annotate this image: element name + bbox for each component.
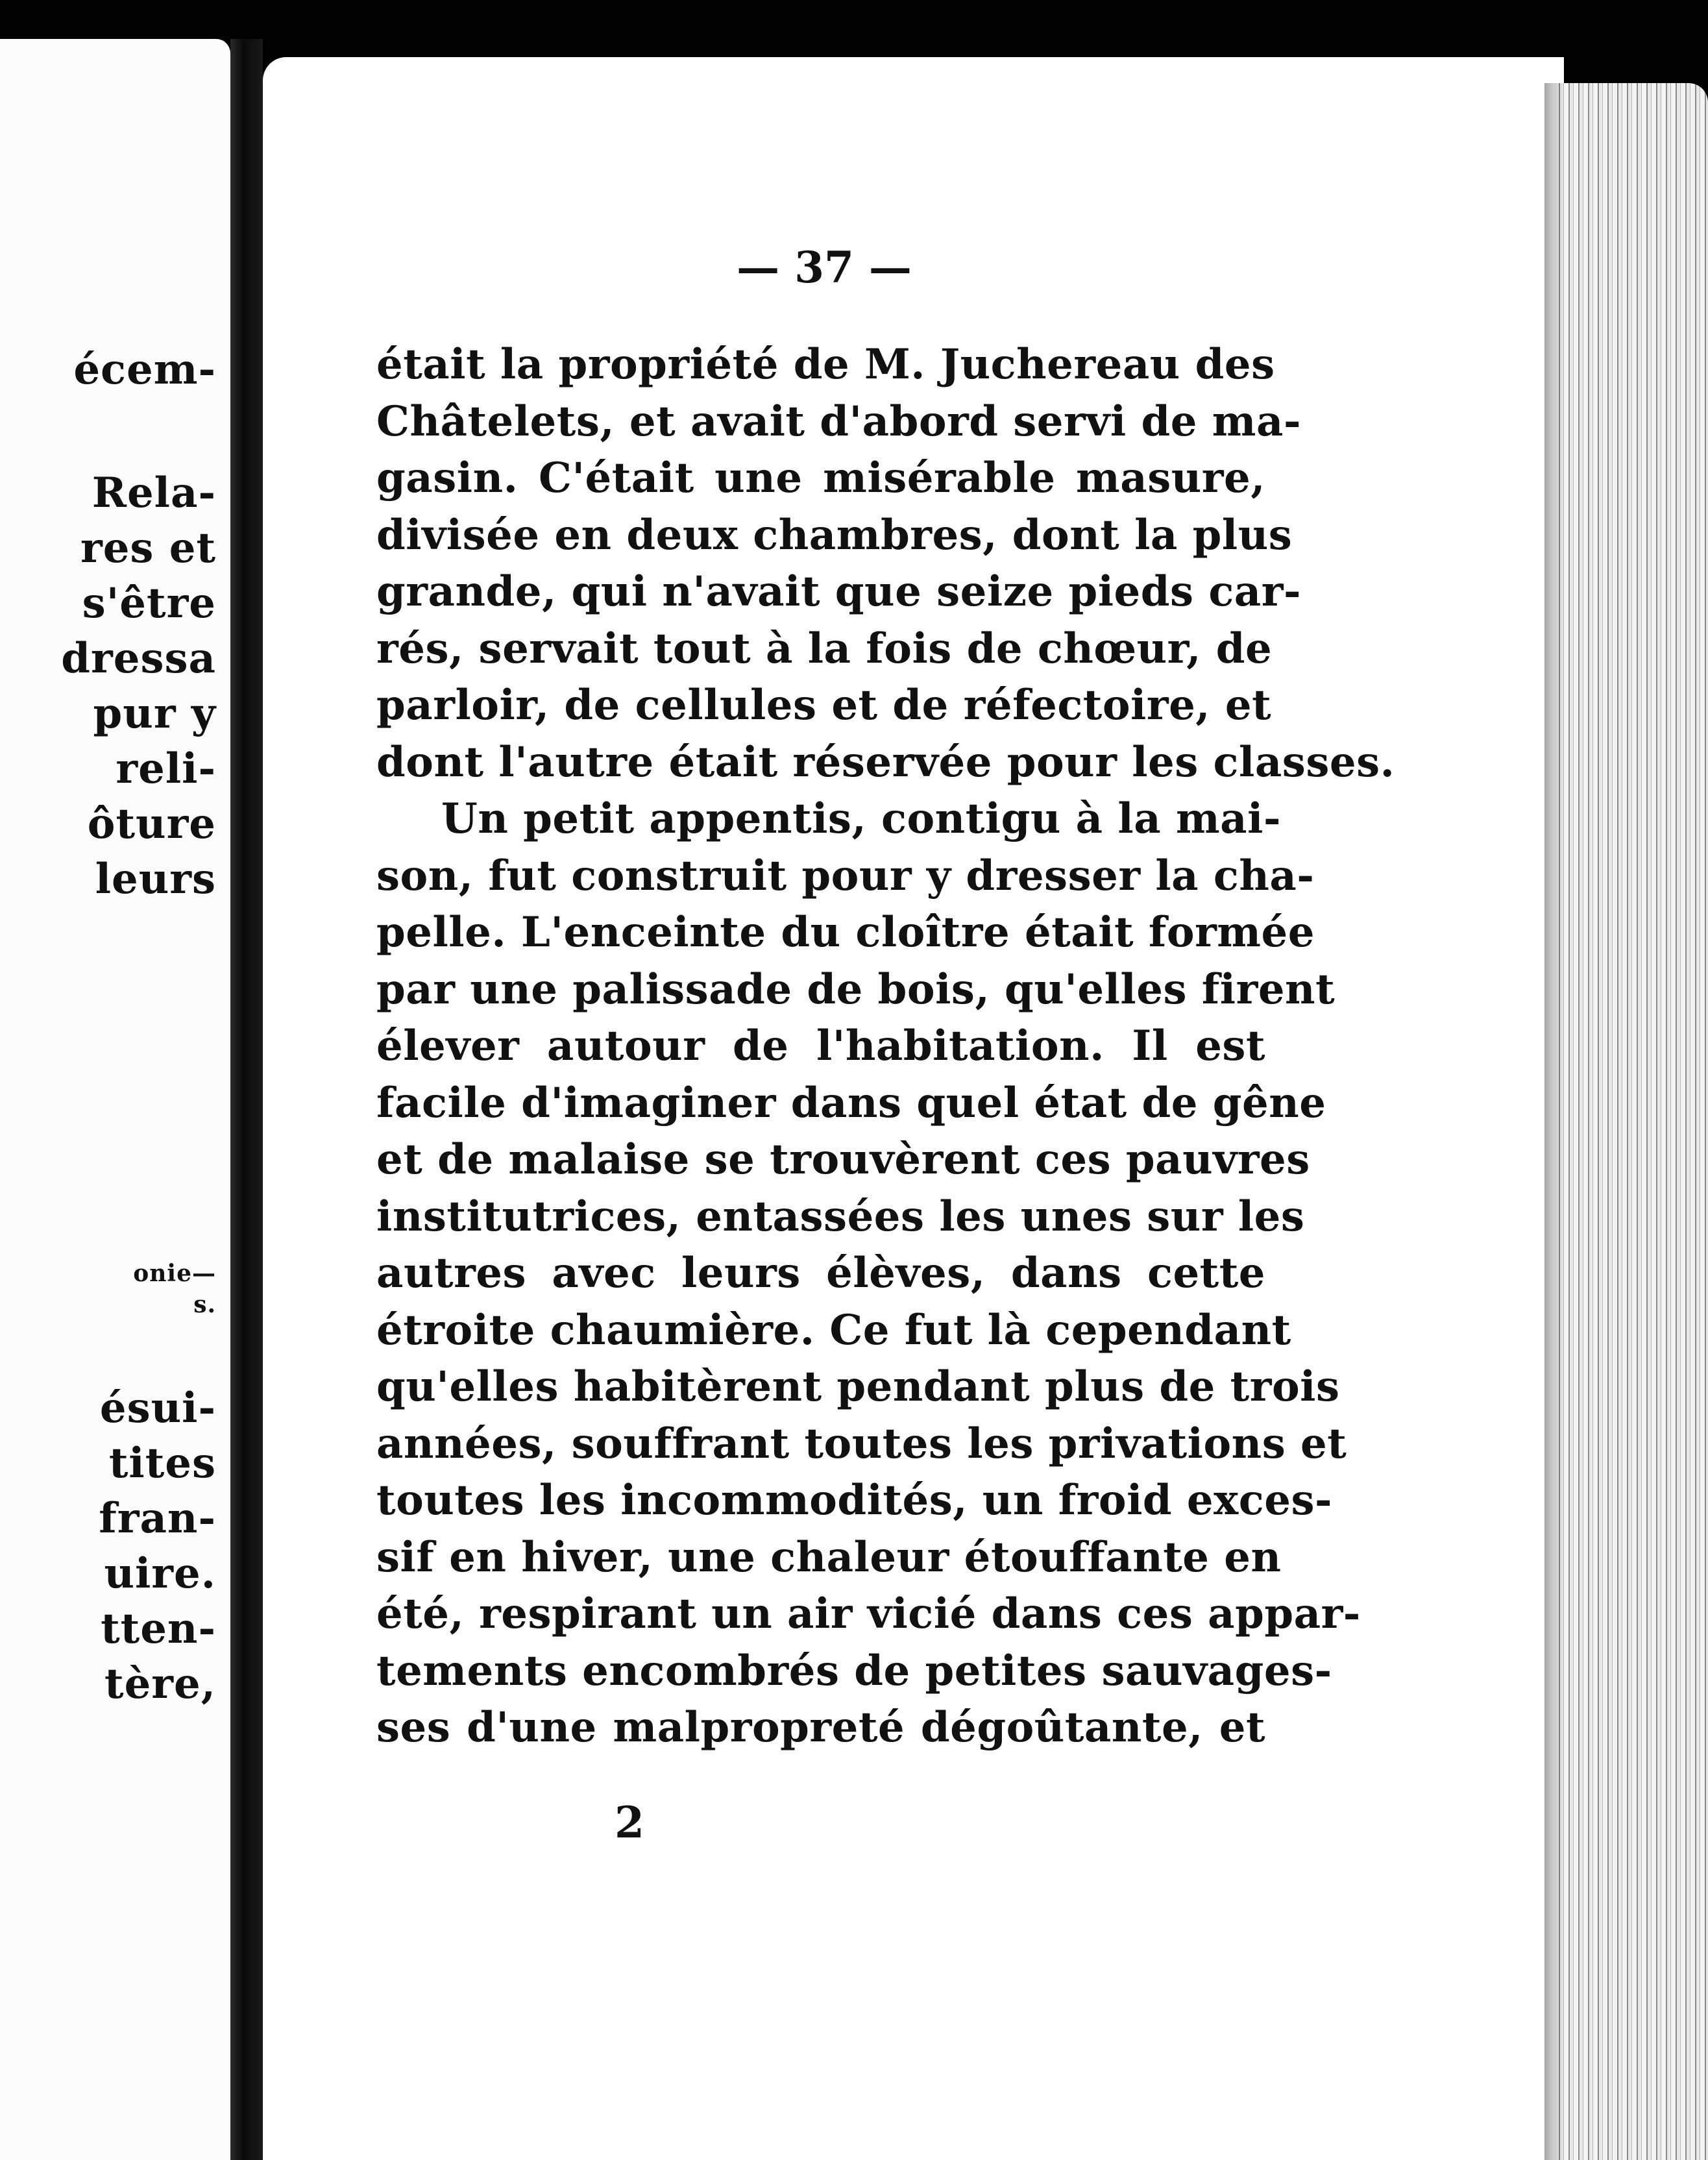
text-line: toutes les incommodités, un froid exces-	[376, 1476, 1333, 1525]
left-fragment: pur y	[93, 689, 216, 738]
left-footnote-fragment: onie—	[133, 1260, 216, 1287]
text-line: années, souffrant toutes les privations et	[376, 1419, 1347, 1468]
text-line: dont l'autre était réservée pour les classes.	[376, 737, 1395, 787]
left-fragment: écem-	[73, 345, 216, 394]
left-fragment: ésui-	[99, 1384, 216, 1432]
page-edge-shadow	[1544, 83, 1564, 2160]
text-line: rés, servait tout à la fois de chœur, de	[376, 624, 1273, 673]
text-line: tements encombrés de petites sauvages-	[376, 1646, 1332, 1695]
text-line: élever autour de l'habitation. Il est	[376, 1022, 1265, 1070]
body-text	[376, 336, 1395, 1756]
left-fragment: Rela-	[92, 469, 216, 517]
left-fragment: fran-	[99, 1494, 216, 1543]
left-fragment: tites	[108, 1439, 216, 1488]
text-line: institutrices, entassées les unes sur les	[376, 1192, 1305, 1241]
text-line: par une palissade de bois, qu'elles firent	[376, 964, 1336, 1014]
text-line: été, respirant un air vicié dans ces appar-	[376, 1589, 1361, 1638]
signature-mark: 2	[615, 1797, 644, 1848]
left-fragment: leurs	[95, 855, 216, 903]
page-number: — 37 —	[737, 242, 912, 293]
left-facing-page	[0, 39, 230, 2160]
text-line: ses d'une malpropreté dégoûtante, et	[376, 1703, 1265, 1752]
book-gutter	[230, 39, 263, 2160]
left-fragment: ôture	[87, 800, 216, 848]
left-fragment: tère,	[104, 1660, 216, 1708]
text-line: sif en hiver, une chaleur étouffante en	[376, 1532, 1282, 1582]
text-line: son, fut construit pour y dresser la cha-	[376, 851, 1315, 900]
page-edges	[1554, 83, 1708, 2160]
text-line: qu'elles habitèrent pendant plus de trois	[376, 1362, 1340, 1411]
text-line: et de malaise se trouvèrent ces pauvres	[376, 1135, 1310, 1184]
text-line: facile d'imaginer dans quel état de gêne	[376, 1078, 1326, 1127]
text-line: était la propriété de M. Juchereau des	[376, 340, 1275, 389]
text-line: pelle. L'enceinte du cloître était formée	[376, 908, 1315, 957]
left-footnote-fragment: s.	[193, 1291, 216, 1318]
text-line: divisée en deux chambres, dont la plus	[376, 510, 1293, 559]
text-line: Un petit appentis, contigu à la mai-	[441, 794, 1281, 843]
left-fragment: reli-	[116, 744, 216, 793]
left-fragment: res et	[80, 524, 216, 572]
text-line: parloir, de cellules et de réfectoire, et	[376, 681, 1272, 730]
left-fragment: s'être	[82, 579, 216, 628]
left-fragment: uire.	[104, 1549, 216, 1598]
text-line: étroite chaumière. Ce fut là cependant	[376, 1305, 1291, 1355]
text-line: gasin. C'était une misérable masure,	[376, 454, 1265, 502]
left-fragment: dressa	[61, 634, 216, 683]
left-fragment: tten-	[101, 1604, 216, 1653]
text-line: autres avec leurs élèves, dans cette	[376, 1249, 1265, 1297]
text-line: grande, qui n'avait que seize pieds car-	[376, 567, 1302, 616]
text-line: Châtelets, et avait d'abord servi de ma-	[376, 397, 1301, 446]
